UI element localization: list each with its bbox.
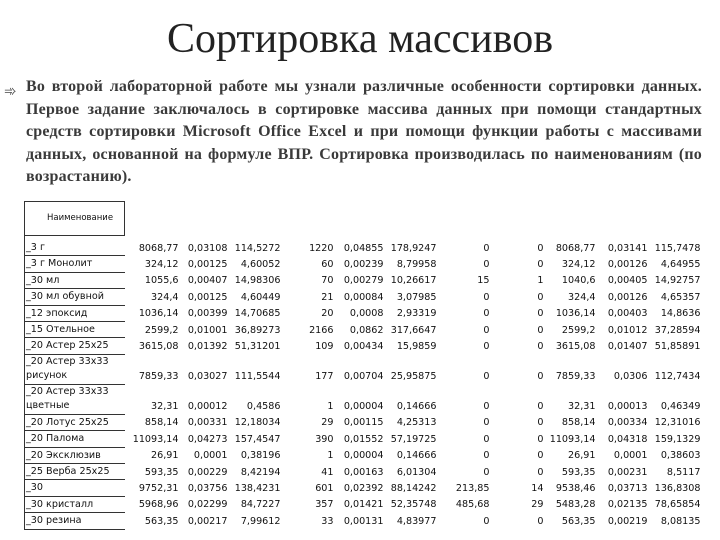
table-cell: 177 <box>315 370 334 382</box>
table-cell: 115,7478 <box>654 242 701 254</box>
table-header-row <box>25 202 702 236</box>
table-cell: 0,00131 <box>343 515 384 527</box>
row-name-cell: _15 Отельное <box>25 322 125 338</box>
table-cell: 29 <box>531 499 544 511</box>
row-name-cell: _30 <box>25 480 125 496</box>
table-row <box>25 240 702 256</box>
row-name-cell: _12 эпоксид <box>25 305 125 321</box>
table-cell: 0,04318 <box>607 433 648 445</box>
row-name-cell: _30 кристалл <box>25 496 125 512</box>
table-cell: 0,00125 <box>187 291 228 303</box>
table-cell: 0 <box>483 450 490 462</box>
table-cell: 0 <box>537 370 544 382</box>
table-cell: 0,03141 <box>607 242 648 254</box>
table-cell: 0 <box>483 400 490 412</box>
row-name-cell: _30 мл <box>25 272 125 288</box>
column-header-name: Наименование <box>25 202 125 236</box>
table-cell: 0,01012 <box>607 324 648 336</box>
table-cell: 0,00399 <box>187 308 228 320</box>
table-cell: 111,5544 <box>234 370 281 382</box>
table-cell: 4,64955 <box>660 258 701 270</box>
table-cell: 14 <box>531 482 544 494</box>
table-cell: 15 <box>477 275 490 287</box>
table-cell: 324,4 <box>568 291 596 303</box>
table-cell: 32,31 <box>151 400 179 412</box>
table-row <box>25 322 702 338</box>
table-cell: 0,00126 <box>607 258 648 270</box>
table-cell: 0,0008 <box>349 308 384 320</box>
table-cell: 324,12 <box>144 258 179 270</box>
row-name-cell: _30 мл обувной <box>25 289 125 305</box>
table-cell: 0,01001 <box>187 324 228 336</box>
table-cell: 6,01304 <box>396 466 437 478</box>
table-cell: 0,00217 <box>187 515 228 527</box>
table-cell: 4,65357 <box>660 291 701 303</box>
table-cell: 0 <box>537 340 544 352</box>
table-cell: 25,95875 <box>390 370 437 382</box>
row-name-cell: _20 Астер 25х25 <box>25 338 125 354</box>
table-cell: 0 <box>537 400 544 412</box>
table-cell: 3,07985 <box>396 291 437 303</box>
table-row <box>25 338 702 354</box>
table-cell: 157,4547 <box>234 433 281 445</box>
table-cell: 0,00012 <box>187 400 228 412</box>
table-cell: 8,79958 <box>396 258 437 270</box>
table-cell: 0,00334 <box>607 417 648 429</box>
table-cell: 858,14 <box>561 417 596 429</box>
table-cell: 0 <box>537 291 544 303</box>
table-cell: 0,0306 <box>613 370 648 382</box>
table-cell: 593,35 <box>144 466 179 478</box>
table-cell: 136,8308 <box>654 482 701 494</box>
table-cell: 26,91 <box>568 450 596 462</box>
table-cell: 0,00219 <box>607 515 648 527</box>
table-cell: 0,00403 <box>607 308 648 320</box>
table-cell: 0 <box>537 450 544 462</box>
table-cell: 0 <box>483 242 490 254</box>
table-cell: 84,7227 <box>240 499 281 511</box>
table-cell: 0 <box>483 291 490 303</box>
table-row <box>25 513 702 529</box>
table-cell: 41 <box>321 466 334 478</box>
table-cell: 213,85 <box>455 482 490 494</box>
table-cell: 51,85891 <box>654 340 701 352</box>
table-cell: 15,9859 <box>396 340 437 352</box>
table-cell: 357 <box>315 499 334 511</box>
table-cell: 0,01421 <box>343 499 384 511</box>
table-cell: 36,89273 <box>234 324 281 336</box>
table-cell: 4,25313 <box>396 417 437 429</box>
table-cell: 8068,77 <box>138 242 179 254</box>
table-cell: 159,1329 <box>654 433 701 445</box>
table-cell: 0,02299 <box>187 499 228 511</box>
table-cell: 10,26617 <box>390 275 437 287</box>
table-cell: 0 <box>537 242 544 254</box>
table-cell: 8,5117 <box>666 466 701 478</box>
table-cell: 33 <box>321 515 334 527</box>
row-name-cell: _25 Верба 25х25 <box>25 464 125 480</box>
table-cell: 0,00004 <box>343 400 384 412</box>
table-cell: 9538,46 <box>555 482 596 494</box>
table-cell: 563,35 <box>144 515 179 527</box>
table-cell: 5968,96 <box>138 499 179 511</box>
table-cell: 4,60449 <box>240 291 281 303</box>
table-cell: 20 <box>321 308 334 320</box>
table-cell: 0 <box>537 417 544 429</box>
table-row <box>25 384 702 414</box>
table-cell: 1036,14 <box>138 308 179 320</box>
table-cell: 0,00704 <box>343 370 384 382</box>
table-cell: 1036,14 <box>555 308 596 320</box>
table-cell: 5483,28 <box>555 499 596 511</box>
table-row <box>25 354 702 384</box>
table-cell: 3615,08 <box>555 340 596 352</box>
table-row <box>25 305 702 321</box>
table-cell: 0,00331 <box>187 417 228 429</box>
table-cell: 7859,33 <box>555 370 596 382</box>
body-paragraph: Во второй лабораторной работе мы узнали различные особенности сортировки данных. Первое задание заключалось в сортировке массива данных при помощи стандартных средств сортировки Microsoft Office Excel и при помощи функции работы с массивами данных, основанной на формуле ВПР. Сортировка производилась по наименованиям (по возрастанию). <box>26 78 702 185</box>
row-name-cell: _20 Паломa <box>25 431 125 447</box>
table-cell: 12,18034 <box>234 417 281 429</box>
table-cell: 14,92757 <box>654 275 701 287</box>
table-cell: 112,7434 <box>654 370 701 382</box>
table-cell: 593,35 <box>561 466 596 478</box>
table-cell: 29 <box>321 417 334 429</box>
table-cell: 1 <box>537 275 544 287</box>
table-cell: 0,00163 <box>343 466 384 478</box>
table-cell: 60 <box>321 258 334 270</box>
table-cell: 0,00013 <box>607 400 648 412</box>
table-cell: 4,83977 <box>396 515 437 527</box>
table-cell: 7,99612 <box>240 515 281 527</box>
table-cell: 32,31 <box>568 400 596 412</box>
table-cell: 0 <box>483 466 490 478</box>
table-cell: 0,01407 <box>607 340 648 352</box>
table-cell: 0,03713 <box>607 482 648 494</box>
table-cell: 0 <box>537 515 544 527</box>
table-cell: 0,14666 <box>396 400 437 412</box>
table-row <box>25 496 702 512</box>
table-cell: 0,00229 <box>187 466 228 478</box>
table-cell: 51,31201 <box>234 340 281 352</box>
row-name-cell: _20 Астер 33х33 цветные <box>25 384 125 414</box>
table-cell: 8068,77 <box>555 242 596 254</box>
row-name-cell: _3 г <box>25 240 125 256</box>
table-cell: 0,01392 <box>187 340 228 352</box>
table-row <box>25 447 702 463</box>
table-cell: 1040,6 <box>561 275 596 287</box>
table-cell: 52,35748 <box>390 499 437 511</box>
table-cell: 0,14666 <box>396 450 437 462</box>
table-cell: 88,14242 <box>390 482 437 494</box>
table-cell: 0 <box>483 340 490 352</box>
table-cell: 0,00004 <box>343 450 384 462</box>
table-cell: 0 <box>537 308 544 320</box>
table-cell: 14,70685 <box>234 308 281 320</box>
table-cell: 0,38603 <box>660 450 701 462</box>
table-cell: 11093,14 <box>549 433 596 445</box>
slide-title: Сортировка массивов <box>166 16 554 62</box>
table-row <box>25 289 702 305</box>
table-cell: 21 <box>321 291 334 303</box>
table-cell: 0,00279 <box>343 275 384 287</box>
table-cell: 0,00434 <box>343 340 384 352</box>
table-cell: 109 <box>315 340 334 352</box>
table-cell: 0 <box>483 258 490 270</box>
table-cell: 8,08135 <box>660 515 701 527</box>
table-cell: 1055,6 <box>144 275 179 287</box>
row-name-cell: _30 резина <box>25 513 125 529</box>
table-cell: 2166 <box>309 324 334 336</box>
table-cell: 0 <box>537 258 544 270</box>
row-name-cell: _20 Астер 33х33 рисунок <box>25 354 125 384</box>
table-cell: 78,65854 <box>654 499 701 511</box>
table-cell: 0,00405 <box>607 275 648 287</box>
table-cell: 0,0001 <box>193 450 228 462</box>
table-cell: 37,28594 <box>654 324 701 336</box>
table-cell: 8,42194 <box>240 466 281 478</box>
table-cell: 0 <box>483 433 490 445</box>
table-cell: 0 <box>483 370 490 382</box>
bullet-arrow-icon: ➾ <box>4 82 17 100</box>
table-cell: 0 <box>537 324 544 336</box>
table-cell: 0,00407 <box>187 275 228 287</box>
table-cell: 14,8636 <box>660 308 701 320</box>
table-row <box>25 431 702 447</box>
table-cell: 0,0001 <box>613 450 648 462</box>
table-cell: 12,31016 <box>654 417 701 429</box>
row-name-cell: _3 г Монолит <box>25 256 125 272</box>
table-cell: 0,46349 <box>660 400 701 412</box>
table-cell: 0,04855 <box>343 242 384 254</box>
table-cell: 2599,2 <box>144 324 179 336</box>
table-cell: 0 <box>537 433 544 445</box>
data-table <box>24 201 702 530</box>
table-cell: 0,00084 <box>343 291 384 303</box>
table-cell: 1 <box>327 450 334 462</box>
table-cell: 0,00115 <box>343 417 384 429</box>
table-cell: 0,0862 <box>349 324 384 336</box>
table-cell: 0,03756 <box>187 482 228 494</box>
row-name-cell: _20 Лотус 25х25 <box>25 414 125 430</box>
table-cell: 1 <box>327 400 334 412</box>
table-cell: 324,12 <box>561 258 596 270</box>
table-cell: 324,4 <box>151 291 179 303</box>
table-cell: 1220 <box>309 242 334 254</box>
table-cell: 114,5272 <box>234 242 281 254</box>
table-cell: 0 <box>483 417 490 429</box>
table-cell: 178,9247 <box>390 242 437 254</box>
table-cell: 390 <box>315 433 334 445</box>
table-row <box>25 256 702 272</box>
table-cell: 485,68 <box>455 499 490 511</box>
table-cell: 0,00231 <box>607 466 648 478</box>
table-cell: 0 <box>483 324 490 336</box>
table-cell: 0,00239 <box>343 258 384 270</box>
table-cell: 2,93319 <box>396 308 437 320</box>
table-cell: 563,35 <box>561 515 596 527</box>
table-cell: 7859,33 <box>138 370 179 382</box>
table-cell: 57,19725 <box>390 433 437 445</box>
table-row <box>25 464 702 480</box>
table-cell: 0,04273 <box>187 433 228 445</box>
table-cell: 858,14 <box>144 417 179 429</box>
table-row <box>25 480 702 496</box>
table-cell: 0 <box>483 515 490 527</box>
table-cell: 11093,14 <box>132 433 179 445</box>
table-cell: 4,60052 <box>240 258 281 270</box>
row-name-cell: _20 Эксклюзив <box>25 447 125 463</box>
table-cell: 0 <box>483 308 490 320</box>
table-row <box>25 272 702 288</box>
table-cell: 0,02135 <box>607 499 648 511</box>
table-cell: 0,03027 <box>187 370 228 382</box>
table-cell: 0,02392 <box>343 482 384 494</box>
table-cell: 317,6647 <box>390 324 437 336</box>
table-cell: 0 <box>537 466 544 478</box>
table-cell: 14,98306 <box>234 275 281 287</box>
table-cell: 601 <box>315 482 334 494</box>
table-cell: 0,03108 <box>187 242 228 254</box>
table-cell: 0,01552 <box>343 433 384 445</box>
table-cell: 70 <box>321 275 334 287</box>
table-cell: 3615,08 <box>138 340 179 352</box>
table-cell: 9752,31 <box>138 482 179 494</box>
table-cell: 138,4231 <box>234 482 281 494</box>
table-cell: 0,00126 <box>607 291 648 303</box>
table-cell: 0,4586 <box>246 400 281 412</box>
table-cell: 0,38196 <box>240 450 281 462</box>
table-cell: 0,00125 <box>187 258 228 270</box>
table-cell: 26,91 <box>151 450 179 462</box>
table-row <box>25 414 702 430</box>
table-cell: 2599,2 <box>561 324 596 336</box>
